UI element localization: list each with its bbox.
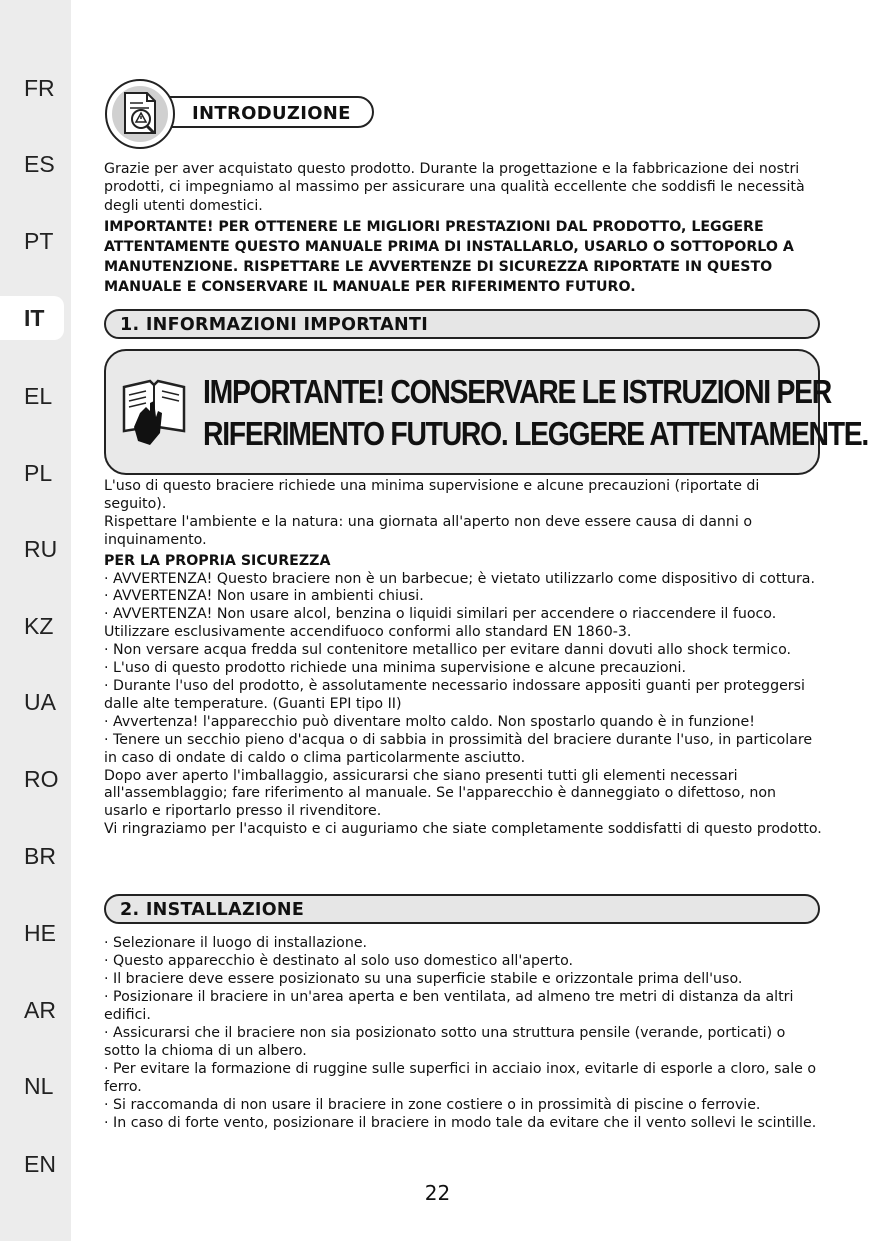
section-1-paragraph-1: L'uso di questo braciere richiede una minima supervisione e alcune precauzioni (riportate di seguito).	[104, 478, 760, 512]
lang-tab-ar[interactable]: AR	[24, 997, 56, 1023]
section-1-title: 1. INFORMAZIONI IMPORTANTI	[120, 315, 428, 335]
intro-title: INTRODUZIONE	[192, 103, 351, 124]
installation-item: · Posizionare il braciere in un'area aperta e ben ventilata, ad almeno tre metri di distanza da altri edifici.	[104, 989, 794, 1023]
safety-item: · Durante l'uso del prodotto, è assolutamente necessario indossare appositi guanti per proteggersi dalle alte temperature. (Guanti EPI tipo II)	[104, 677, 805, 712]
banner-line-1: IMPORTANTE! CONSERVARE LE ISTRUZIONI PER	[203, 373, 831, 410]
manual-book-icon	[120, 377, 188, 447]
safety-item: · L'uso di questo prodotto richiede una minima supervisione e alcune precauzioni.	[104, 660, 687, 677]
intro-text-block	[104, 160, 824, 297]
lang-tab-kz[interactable]: KZ	[24, 613, 54, 639]
lang-tab-es[interactable]: ES	[24, 151, 55, 177]
installation-item: · Per evitare la formazione di ruggine sulle superfici in acciaio inox, evitarle di esporle a cloro, sale o ferro.	[104, 1061, 817, 1095]
lang-tab-ua[interactable]: UA	[24, 689, 56, 715]
lang-tab-pl[interactable]: PL	[24, 460, 53, 486]
page-number: 22	[424, 1181, 451, 1205]
installation-item: · Assicurarsi che il braciere non sia posizionato sotto una struttura pensile (verande, porticati) o sotto la chioma di un albero.	[104, 1025, 786, 1059]
section-1-heading	[104, 309, 820, 339]
safety-item: · Tenere un secchio pieno d'acqua o di sabbia in prossimità del braciere durante l'uso, in particolare in caso di ondate di caldo o clima particolarmente asciutto.	[104, 731, 813, 766]
section-1-paragraph-3: Dopo aver aperto l'imballaggio, assicurarsi che siano presenti tutti gli elementi necessari all'assemblaggio; fare riferimento al manuale. Se l'apparecchio è danneggiato o difettoso, non usarlo e riportarlo presso il rivenditore.	[104, 767, 777, 820]
safety-item: · AVVERTENZA! Non usare alcol, benzina o liquidi similari per accendere o riaccendere il fuoco. Utilizzare esclusivamente accendifuoco conformi allo standard EN 1860-3.	[104, 606, 777, 641]
safety-item: · Avvertenza! l'apparecchio può diventare molto caldo. Non spostarlo quando è in funzione!	[104, 713, 755, 730]
installation-item: · Il braciere deve essere posizionato su una superficie stabile e orizzontale prima dell'uso.	[104, 971, 743, 987]
installation-item: · In caso di forte vento, posizionare il braciere in modo tale da evitare che il vento sollevi le scintille.	[104, 1115, 817, 1131]
installation-item: · Questo apparecchio è destinato al solo uso domestico all'aperto.	[104, 953, 574, 969]
safety-heading: PER LA PROPRIA SICUREZZA	[104, 552, 331, 569]
lang-tab-br[interactable]: BR	[24, 843, 56, 869]
safety-item: · Non versare acqua fredda sul contenitore metallico per evitare danni dovuti allo shock termico.	[104, 642, 792, 659]
intro-heading	[150, 96, 374, 128]
lang-tab-en[interactable]: EN	[24, 1151, 56, 1177]
lang-tab-fr[interactable]: FR	[24, 75, 55, 101]
section-2-heading	[104, 894, 820, 924]
installation-item: · Selezionare il luogo di installazione.	[104, 935, 368, 951]
intro-paragraph: Grazie per aver acquistato questo prodotto. Durante la progettazione e la fabbricazione dei nostri prodotti, ci impegniamo al massimo per assicurare una qualità eccellente che soddisfi le necessità degli utenti domestici.	[104, 161, 805, 214]
document-warning-icon	[105, 79, 175, 149]
lang-tab-pt[interactable]: PT	[24, 228, 54, 254]
important-banner	[104, 349, 869, 475]
lang-tab-ru[interactable]: RU	[24, 536, 58, 562]
section-1-paragraph-2: Rispettare l'ambiente e la natura: una giornata all'aperto non deve essere causa di danni o inquinamento.	[104, 513, 753, 548]
section-2-body	[104, 934, 824, 1132]
important-banner-text	[203, 371, 869, 455]
intro-important-notice: IMPORTANTE! PER OTTENERE LE MIGLIORI PRESTAZIONI DAL PRODOTTO, LEGGERE ATTENTAMENTE QUESTO MANUALE PRIMA DI INSTALLARLO, USARLO O SOTTOPORLO A MANUTENZIONE. RISPETTARE LE AVVERTENZE DI SICUREZZA RIPORTATE IN QUESTO MANUALE E CONSERVARE IL MANUALE PER RIFERIMENTO FUTURO.	[104, 219, 794, 296]
section-2-title: 2. INSTALLAZIONE	[120, 900, 305, 920]
lang-tab-nl[interactable]: NL	[24, 1073, 54, 1099]
banner-line-2: RIFERIMENTO FUTURO. LEGGERE ATTENTAMENTE.	[203, 415, 869, 452]
safety-item: · AVVERTENZA! Non usare in ambienti chiusi.	[104, 588, 424, 605]
lang-tab-el[interactable]: EL	[24, 383, 53, 409]
lang-tab-he[interactable]: HE	[24, 920, 56, 946]
lang-tab-ro[interactable]: RO	[24, 766, 59, 792]
section-1-paragraph-4: Vi ringraziamo per l'acquisto e ci auguriamo che siate completamente soddisfatti di questo prodotto.	[104, 821, 822, 838]
installation-item: · Si raccomanda di non usare il braciere in zone costiere o in prossimità di piscine o ferrovie.	[104, 1097, 761, 1113]
section-1-body	[104, 478, 824, 839]
lang-tab-it[interactable]: IT	[0, 296, 64, 340]
safety-item: · AVVERTENZA! Questo braciere non è un barbecue; è vietato utilizzarlo come dispositivo di cottura.	[104, 570, 815, 587]
